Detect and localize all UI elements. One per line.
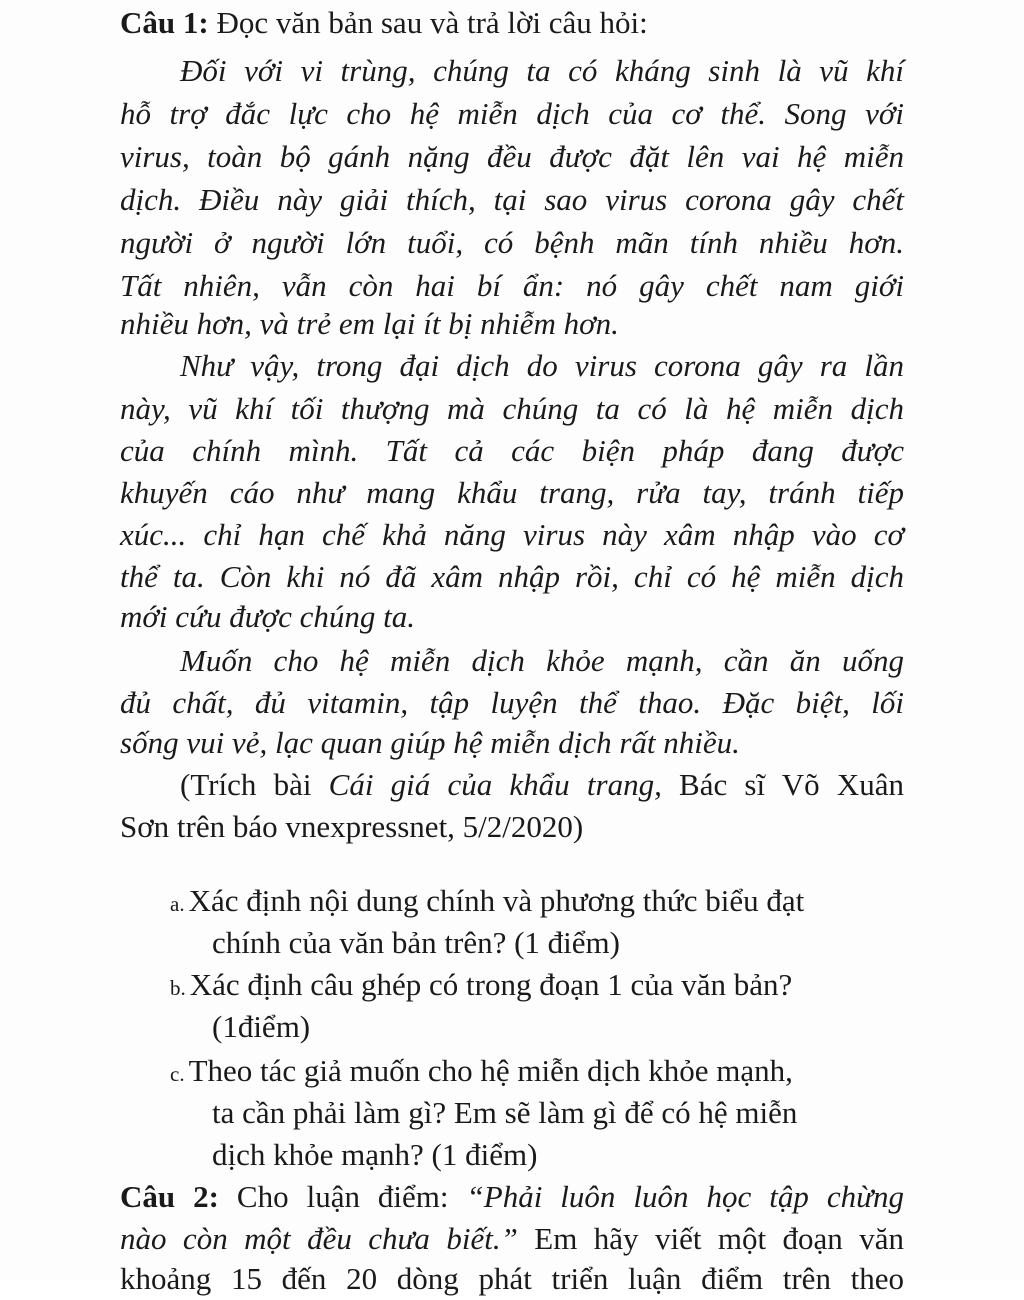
question-1-prompt: Đọc văn bản sau và trả lời câu hỏi: bbox=[216, 5, 648, 40]
passage-line: sống vui vẻ, lạc quan giúp hệ miễn dịch rất nhiều. bbox=[120, 725, 740, 760]
passage-line: dịch. Điều này giải thích, tại sao virus corona gây chết bbox=[120, 182, 904, 217]
passage-line: người ở người lớn tuổi, có bệnh mãn tính nhiều hơn. bbox=[120, 225, 904, 260]
question-text: Xác định câu ghép có trong đoạn 1 của văn bản? bbox=[189, 967, 793, 1002]
question-text: Theo tác giả muốn cho hệ miễn dịch khỏe mạnh, bbox=[188, 1053, 793, 1088]
passage-line: này, vũ khí tối thượng mà chúng ta có là hệ miễn dịch bbox=[120, 391, 904, 426]
question-text: dịch khỏe mạnh? (1 điểm) bbox=[212, 1137, 538, 1172]
source-open: (Trích bài bbox=[180, 767, 329, 802]
question-2-label: Câu 2: bbox=[120, 1179, 219, 1214]
question-2-quote-end: nào còn một đều chưa biết.” bbox=[120, 1221, 518, 1256]
passage-line: khuyến cáo như mang khẩu trang, rửa tay, tránh tiếp bbox=[120, 475, 904, 510]
passage-line: đủ chất, đủ vitamin, tập luyện thể thao. Đặc biệt, lối bbox=[120, 685, 904, 720]
question-2-line-2 bbox=[120, 1218, 904, 1260]
passage-line: thể ta. Còn khi nó đã xâm nhập rồi, chỉ có hệ miễn dịch bbox=[120, 559, 904, 594]
question-marker: b. bbox=[170, 976, 186, 1000]
passage-line: Đối với vi trùng, chúng ta có kháng sinh là vũ khí bbox=[180, 53, 904, 88]
passage-line: nhiều hơn, và trẻ em lại ít bị nhiễm hơn. bbox=[120, 306, 619, 341]
passage-line: virus, toàn bộ gánh nặng đều được đặt lên vai hệ miễn bbox=[120, 139, 904, 174]
passage-line: Muốn cho hệ miễn dịch khỏe mạnh, cần ăn uống bbox=[180, 643, 904, 678]
source-citation-line-1 bbox=[180, 764, 904, 806]
question-text: ta cần phải làm gì? Em sẽ làm gì để có hệ miễn bbox=[212, 1095, 798, 1130]
source-title: Cái giá của khẩu trang, bbox=[328, 767, 662, 802]
passage-line: mới cứu được chúng ta. bbox=[120, 599, 416, 634]
source-author: Bác sĩ Võ Xuân bbox=[661, 767, 904, 802]
question-2-intro: Cho luận điểm: bbox=[218, 1179, 467, 1214]
question-text: chính của văn bản trên? (1 điểm) bbox=[212, 925, 620, 960]
question-b bbox=[170, 964, 792, 1009]
passage-line: Như vậy, trong đại dịch do virus corona gây ra lần bbox=[180, 348, 904, 383]
question-text: (1điểm) bbox=[212, 1009, 311, 1044]
question-2-instruction: Em hãy viết một đoạn văn bbox=[517, 1221, 904, 1256]
question-text: Xác định nội dung chính và phương thức biểu đạt bbox=[188, 883, 805, 918]
question-2-quote-start: “Phải luôn luôn học tập chừng bbox=[466, 1179, 904, 1214]
question-c bbox=[170, 1050, 793, 1095]
question-a bbox=[170, 880, 804, 925]
question-2-line-3: khoảng 15 đến 20 dòng phát triển luận điểm trên theo bbox=[120, 1261, 904, 1296]
question-marker: a. bbox=[170, 892, 185, 916]
passage-line: Tất nhiên, vẫn còn hai bí ẩn: nó gây chết nam giới bbox=[120, 268, 904, 303]
passage-line: của chính mình. Tất cả các biện pháp đang được bbox=[120, 433, 904, 468]
source-citation-line-2: Sơn trên báo vnexpressnet, 5/2/2020) bbox=[120, 809, 584, 844]
question-1-label: Câu 1: bbox=[120, 5, 209, 40]
question-1-heading bbox=[120, 2, 648, 44]
question-2-line-1 bbox=[120, 1176, 904, 1218]
passage-line: xúc... chỉ hạn chế khả năng virus này xâm nhập vào cơ bbox=[120, 517, 904, 552]
question-marker: c. bbox=[170, 1062, 185, 1086]
passage-line: hỗ trợ đắc lực cho hệ miễn dịch của cơ thể. Song với bbox=[120, 96, 904, 131]
